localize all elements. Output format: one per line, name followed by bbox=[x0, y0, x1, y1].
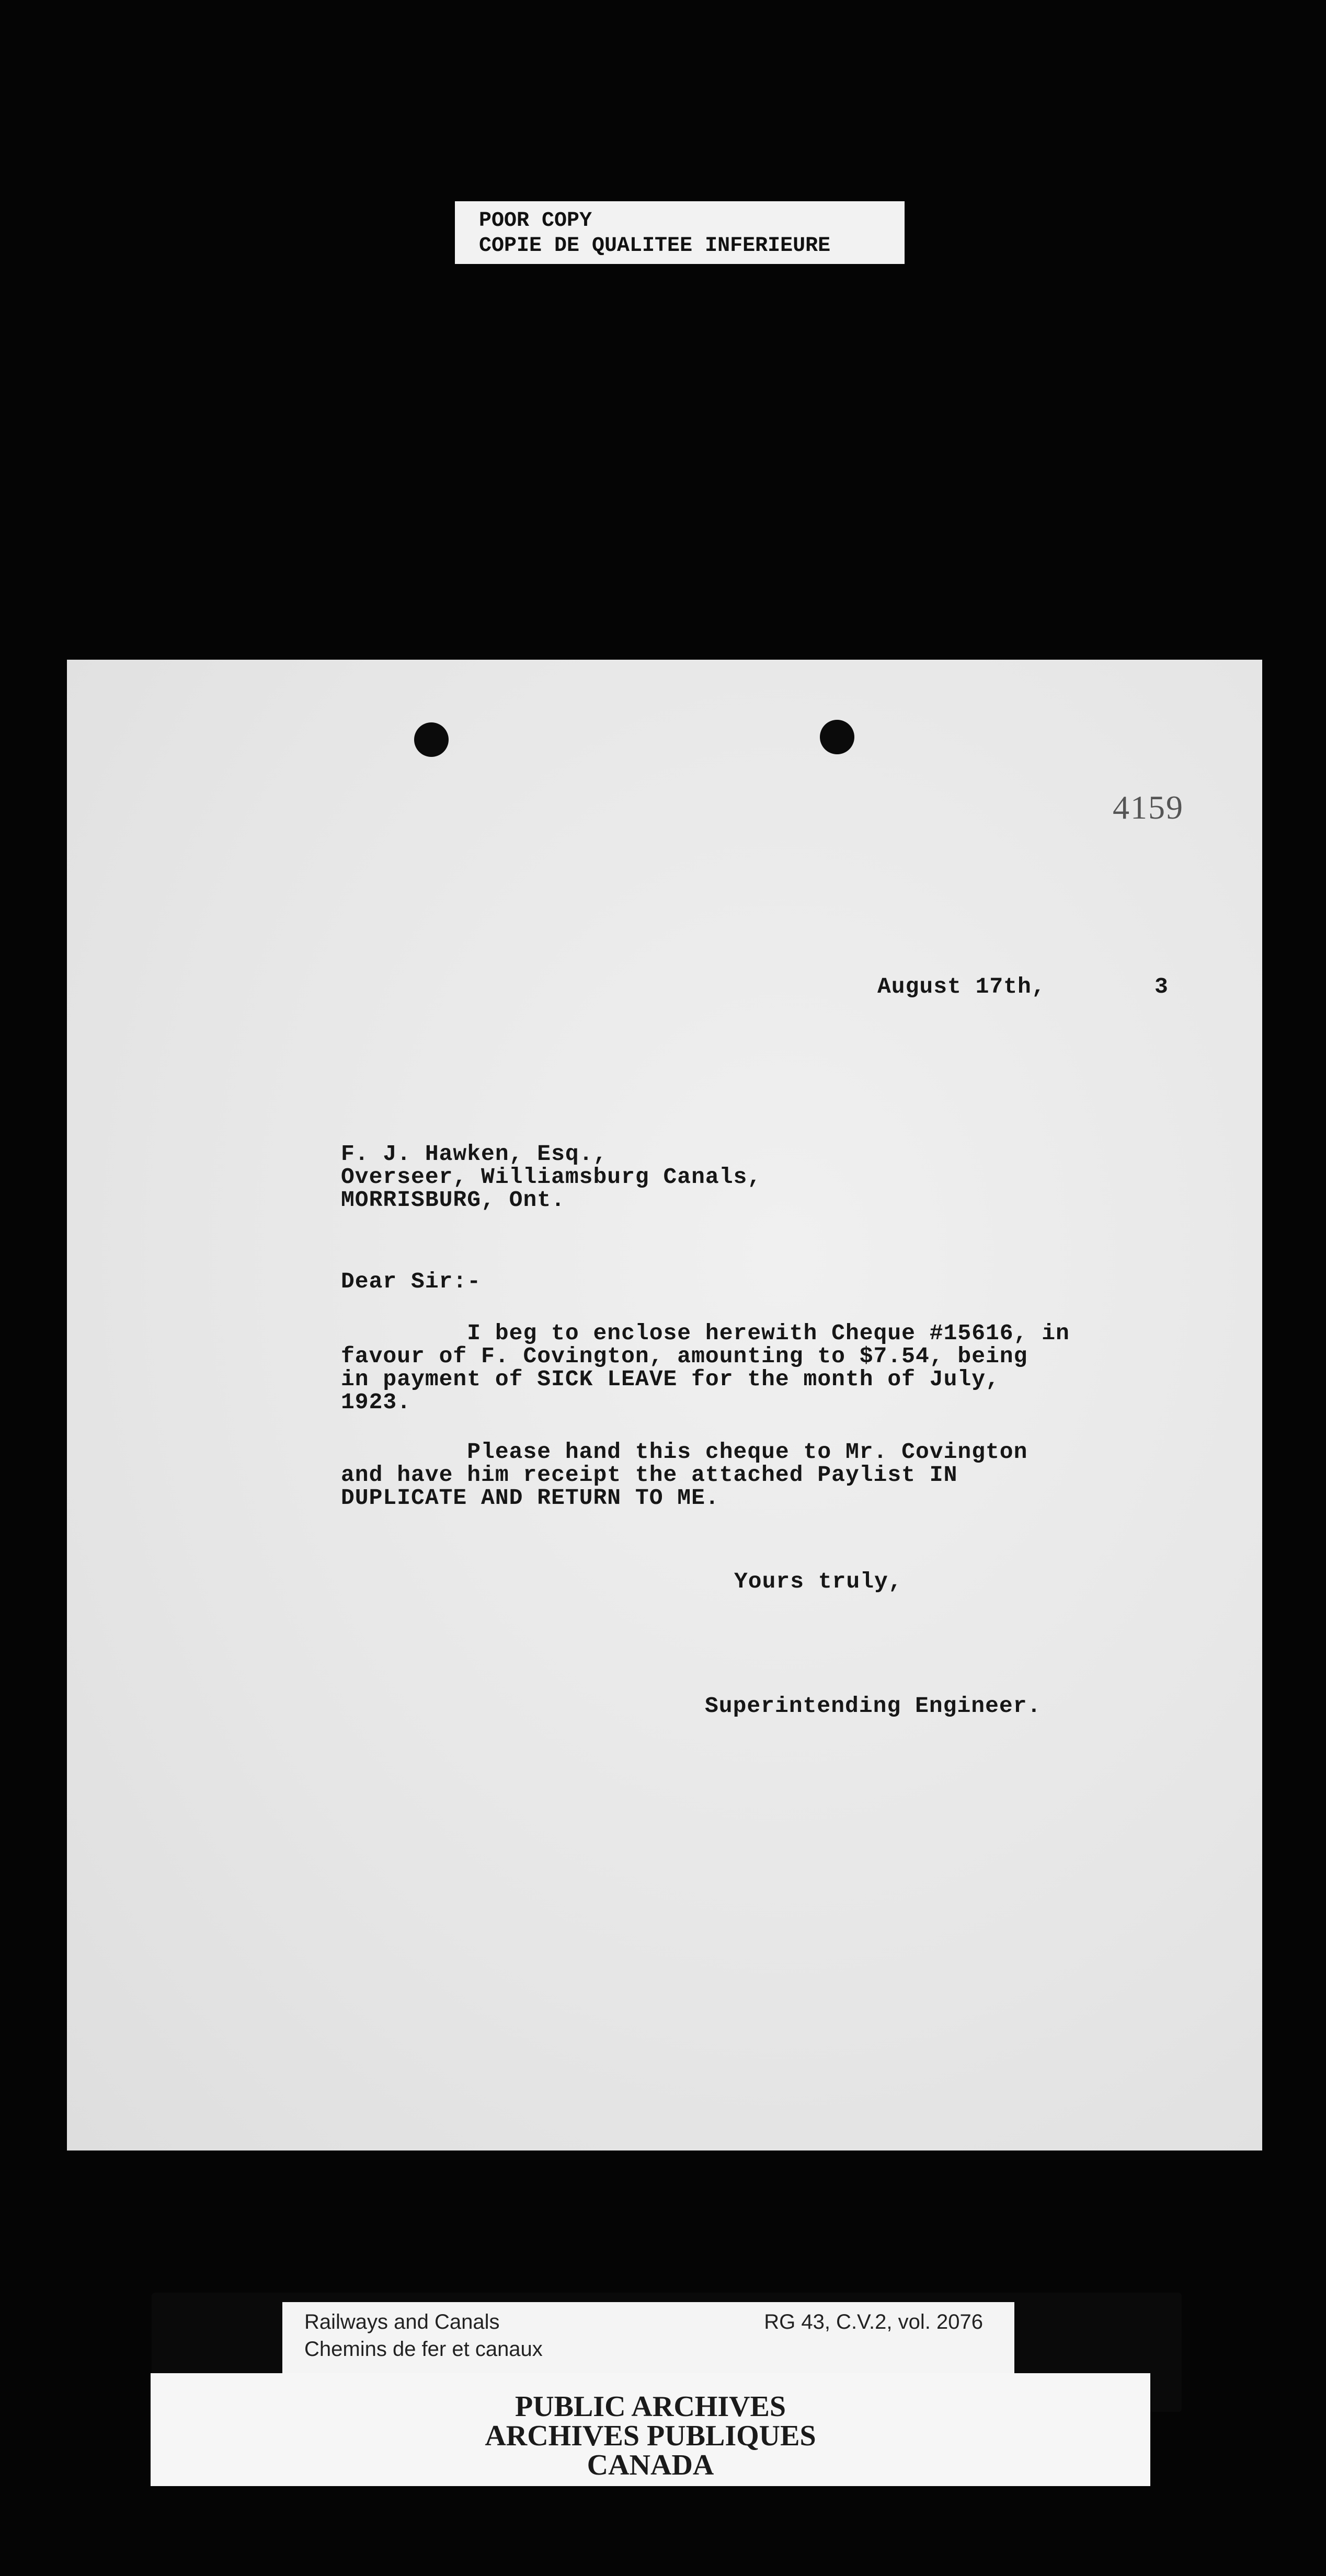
recipient-address bbox=[341, 1143, 761, 1212]
salutation: Dear Sir:- bbox=[341, 1269, 482, 1294]
archive-catalog-label bbox=[282, 2302, 1014, 2373]
public-archives-stamp bbox=[151, 2373, 1150, 2486]
page-number: 3 bbox=[1154, 974, 1169, 999]
address-line-3: MORRISBURG, Ont. bbox=[341, 1187, 565, 1213]
paragraph-1-line-3: in payment of SICK LEAVE for the month of July, bbox=[341, 1366, 1000, 1392]
punch-hole-right bbox=[820, 720, 854, 754]
poor-copy-notice bbox=[455, 201, 905, 264]
archives-line-1: PUBLIC ARCHIVES bbox=[515, 2390, 786, 2423]
paragraph-2-line-1: Please hand this cheque to Mr. Covington bbox=[341, 1439, 1028, 1465]
signature-title: Superintending Engineer. bbox=[705, 1693, 1042, 1719]
paragraph-1-line-1: I beg to enclose herewith Cheque #15616, in bbox=[341, 1320, 1070, 1346]
department-french: Chemins de fer et canaux bbox=[304, 2338, 543, 2361]
address-line-1: F. J. Hawken, Esq., bbox=[341, 1141, 608, 1167]
letter-date: August 17th, bbox=[877, 974, 1046, 999]
folio-number: 4159 bbox=[1113, 789, 1184, 826]
paragraph-2-line-2: and have him receipt the attached Paylist IN bbox=[341, 1462, 958, 1488]
paragraph-1-line-2: favour of F. Covington, amounting to $7.54, being bbox=[341, 1343, 1028, 1369]
department-names bbox=[304, 2308, 543, 2363]
notice-line-2: COPIE DE QUALITEE INFERIEURE bbox=[479, 234, 831, 258]
archives-line-2: ARCHIVES PUBLIQUES bbox=[485, 2420, 816, 2452]
body-paragraph-1 bbox=[341, 1322, 1070, 1414]
paragraph-1-line-4: 1923. bbox=[341, 1389, 411, 1415]
paragraph-2-line-3: DUPLICATE AND RETURN TO ME. bbox=[341, 1485, 719, 1511]
closing: Yours truly, bbox=[734, 1569, 902, 1594]
punch-hole-left bbox=[414, 722, 449, 757]
archive-reference: RG 43, C.V.2, vol. 2076 bbox=[764, 2310, 983, 2333]
body-paragraph-2 bbox=[341, 1441, 1027, 1510]
archives-line-3: CANADA bbox=[587, 2449, 714, 2481]
department-english: Railways and Canals bbox=[304, 2310, 500, 2333]
notice-line-1: POOR COPY bbox=[479, 209, 592, 233]
address-line-2: Overseer, Williamsburg Canals, bbox=[341, 1164, 762, 1190]
letter-page bbox=[67, 660, 1262, 2150]
